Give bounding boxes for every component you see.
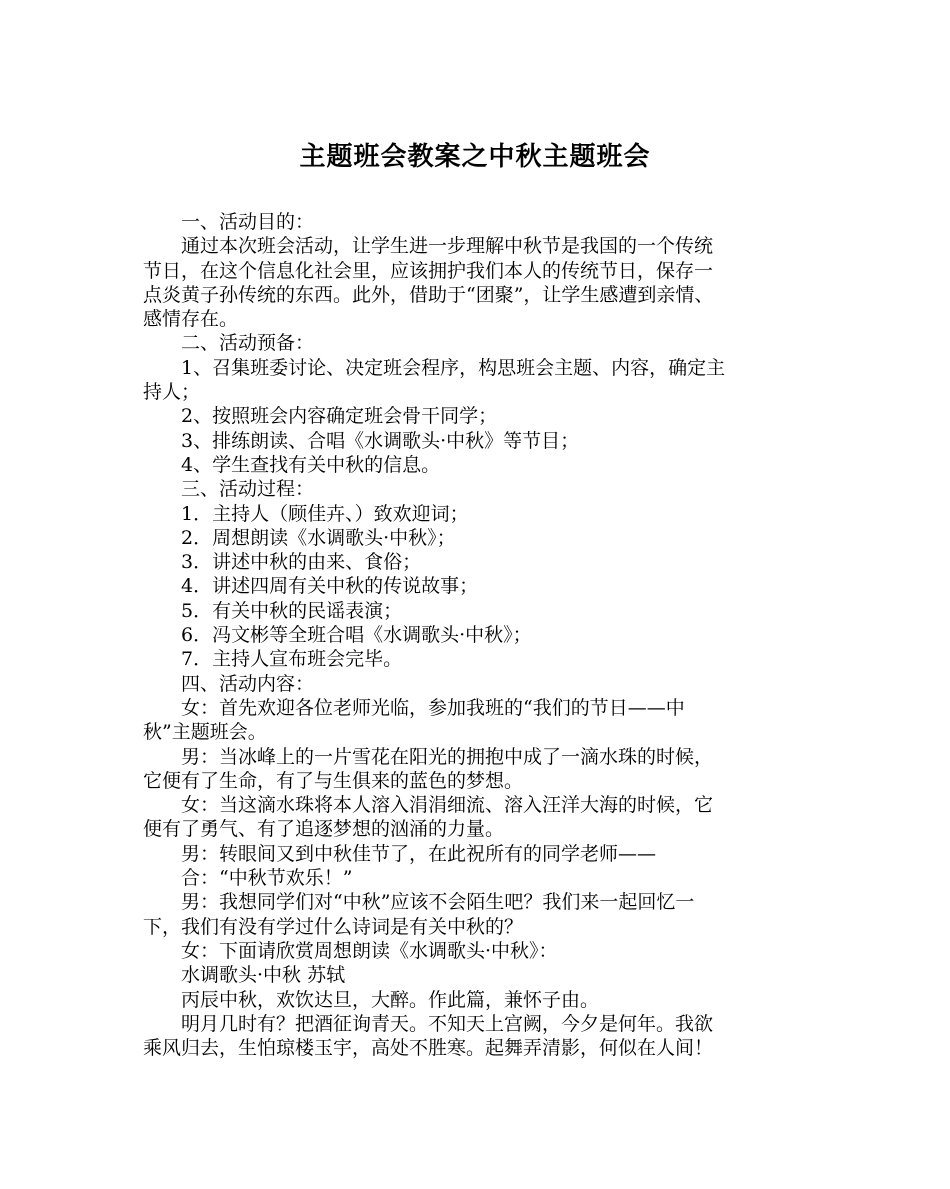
- document-title: 主题班会教案之中秋主题班会: [299, 142, 651, 172]
- body-line: 它便有了生命，有了与生俱来的蓝色的梦想。: [143, 769, 524, 792]
- body-line: 丙辰中秋，欢饮达旦，大醉。作此篇，兼怀子由。: [181, 988, 600, 1011]
- body-line: 5．有关中秋的民谣表演；: [181, 599, 403, 622]
- body-line: 二、活动预备：: [181, 332, 315, 355]
- body-line: 明月几时有？把酒征询青天。不知天上宫阙，今夕是何年。我欲: [181, 1012, 714, 1035]
- body-line: 3、排练朗读、合唱《水调歌头·中秋》等节目；: [181, 429, 580, 452]
- body-line: 水调歌头·中秋 苏轼: [181, 964, 346, 987]
- body-line: 6．冯文彬等全班合唱《水调歌头·中秋》；: [181, 624, 532, 647]
- body-line: 四、活动内容：: [181, 672, 315, 695]
- body-line: 1．主持人（顾佳卉、）致欢迎词；: [181, 502, 469, 525]
- body-line: 便有了勇气、有了追逐梦想的汹涌的力量。: [143, 818, 505, 841]
- body-line: 男：我想同学们对“中秋”应该不会陌生吧？我们来一起回忆一: [181, 891, 695, 914]
- body-line: 4．讲述四周有关中秋的传说故事；: [181, 575, 479, 598]
- body-line: 持人；: [143, 381, 201, 404]
- body-line: 乘风归去，生怕琼楼玉宇，高处不胜寒。起舞弄清影，何似在人间！: [143, 1037, 714, 1060]
- body-line: 下，我们有没有学过什么诗词是有关中秋的？: [143, 915, 524, 938]
- body-line: 女：首先欢迎各位老师光临，参加我班的“我们的节日——中: [181, 696, 685, 719]
- document-body: [143, 210, 823, 1060]
- body-line: 2．周想朗读《水调歌头·中秋》；: [181, 526, 456, 549]
- body-line: 通过本次班会活动，让学生进一步理解中秋节是我国的一个传统: [181, 235, 714, 258]
- body-line: 秋”主题班会。: [143, 721, 267, 744]
- body-line: 点炎黄子孙传统的东西。此外，借助于“团聚”，让学生感遭到亲情、: [143, 283, 714, 306]
- body-line: 4、学生查找有关中秋的信息。: [181, 453, 441, 476]
- body-line: 7．主持人宣布班会完毕。: [181, 648, 403, 671]
- body-line: 2、按照班会内容确定班会骨干同学；: [181, 405, 498, 428]
- body-line: 一、活动目的：: [181, 211, 315, 233]
- body-line: 1、召集班委讨论、决定班会程序，构思班会主题、内容，确定主: [181, 356, 726, 379]
- body-line: 合：“中秋节欢乐！”: [181, 867, 353, 890]
- body-line: 感情存在。: [143, 308, 239, 331]
- body-line: 三、活动过程：: [181, 478, 315, 501]
- body-line: 节日，在这个信息化社会里，应该拥护我们本人的传统节日，保存一: [143, 259, 714, 282]
- body-line: 男：转眼间又到中秋佳节了，在此祝所有的同学老师——: [181, 842, 657, 865]
- body-line: 3．讲述中秋的由来、食俗；: [181, 551, 422, 574]
- body-line: 男：当冰峰上的一片雪花在阳光的拥抱中成了一滴水珠的时候，: [181, 745, 714, 768]
- body-line: 女：下面请欣赏周想朗读《水调歌头·中秋》：: [181, 939, 558, 962]
- body-line: 女：当这滴水珠将本人溶入涓涓细流、溶入汪洋大海的时候，它: [181, 794, 714, 817]
